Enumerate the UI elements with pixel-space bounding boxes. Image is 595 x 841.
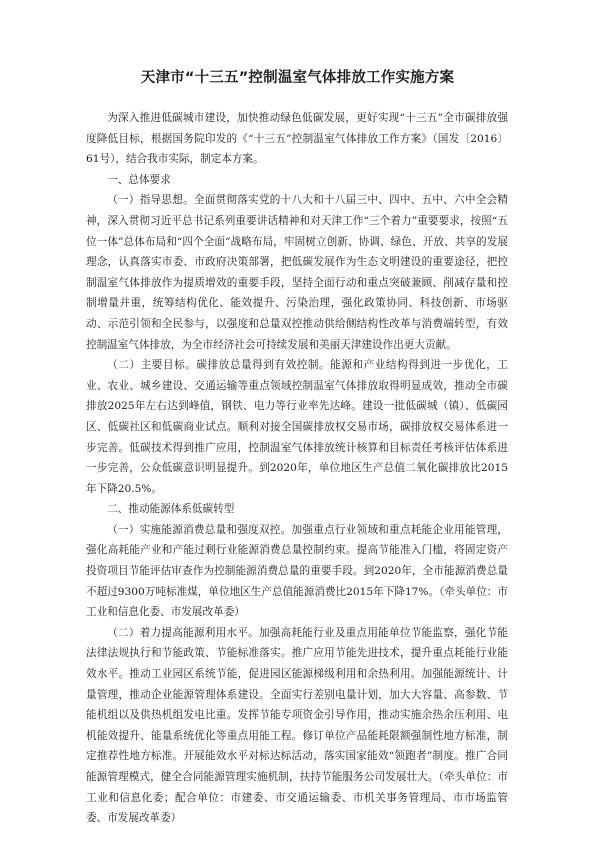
paragraph-energy-efficiency: （二）着力提高能源利用水平。加强高耗能行业及重点用能单位节能监察，强化节能法律法规执行和节能政策、节能标准落实。推广应用节能先进技术，提升重点耗能行业能效水平。推动工业园区系统节能，促进园区能源梯级利用和余热利用。加强能源统计、计量管理，推动企业能源管理体系建设。全面实行差别电量计划，加大大容量、高参数、节能机组以及供热机组发电比重。发挥节能专项资金引导作用，推动实施余热余压利用、电机能效提升、能量系统优化等重点用能工程。修订单位产品能耗限额强制性地方标准，制定推荐性地方标准。开展能效水平对标达标活动，落实国家能效“领跑者”制度。推广合同能源管理模式，健全合同能源管理实施机制，扶持节能服务公司发展壮大。（牵头单位：市工业和信息化委；配合单位：市建委、市交通运输委、市机关事务管理局、市市场监管委、市发展改革委） bbox=[86, 626, 508, 825]
document-title: 天津市“十三五”控制温室气体排放工作实施方案 bbox=[140, 70, 455, 86]
section-heading: 二、推动能源体系低碳转型 bbox=[107, 503, 235, 516]
paragraph-guiding-ideology: （一）指导思想。全面贯彻落实党的十八大和十八届三中、四中、五中、六中全会精神，深入贯彻习近平总书记系列重要讲话精神和对天津工作“三个着力”重要要求，按照“五位一体”总体布局和“四个全面”战略布局，牢固树立创新、协调、绿色、开放、共享的发展理念，认真落实市委、市政府决策部署，把低碳发展作为生态文明建设的重要途径，把控制温室气体排放作为提质增效的重要手段，坚持全面行动和重点突破兼顾、削减存量和控制增量并重，统筹结构优化、能效提升、污染治理，强化政策协同、科技创新、市场驱动、示范引领和全民参与，以强度和总量双控推动供给侧结构性改革与消费端转型，有效控制温室气体排放，为全市经济社会可持续发展和美丽天津建设作出更大贡献。 bbox=[86, 194, 508, 351]
paragraph-energy-dual-control: （一）实施能源消费总量和强度双控。加强重点行业领域和重点耗能企业用能管理，强化高耗能产业和产能过剩行业能源消费总量控制约束。提高节能准入门槛，将固定资产投资项目节能评估审查作为控制能源消费总量的重要手段。到2020年，全市能源消费总量不超过9300万吨标准煤，单位地区生产总值能源消费比2015年下降17%。（牵头单位：市工业和信息化委、市发展改革委） bbox=[86, 523, 508, 619]
paragraph-main-goals: （二）主要目标。碳排放总量得到有效控制。能源和产业结构得到进一步优化，工业、农业、城乡建设、交通运输等重点领域控制温室气体排放取得明显成效，推动全市碳排放2025年左右达到峰值，钢铁、电力等行业率先达峰。建设一批低碳城（镇）、低碳园区、低碳社区和低碳商业试点。顺利对接全国碳排放权交易市场，碳排放权交易体系进一步完善。低碳技术得到推广应用，控制温室气体排放统计核算和目标责任考核评估体系进一步完善，公众低碳意识明显提升。到2020年，单位地区生产总值二氧化碳排放比2015年下降20.5%。 bbox=[86, 359, 508, 495]
section-heading: 一、总体要求 bbox=[107, 173, 171, 186]
document-body bbox=[86, 108, 508, 829]
intro-paragraph: 为深入推进低碳城市建设，加快推动绿色低碳发展，更好实现“十三五”全市碳排放强度降低目标，根据国务院印发的《“十三五”控制温室气体排放工作方案》（国发〔2016〕61号），结合我市实际，制定本方案。 bbox=[86, 112, 508, 166]
